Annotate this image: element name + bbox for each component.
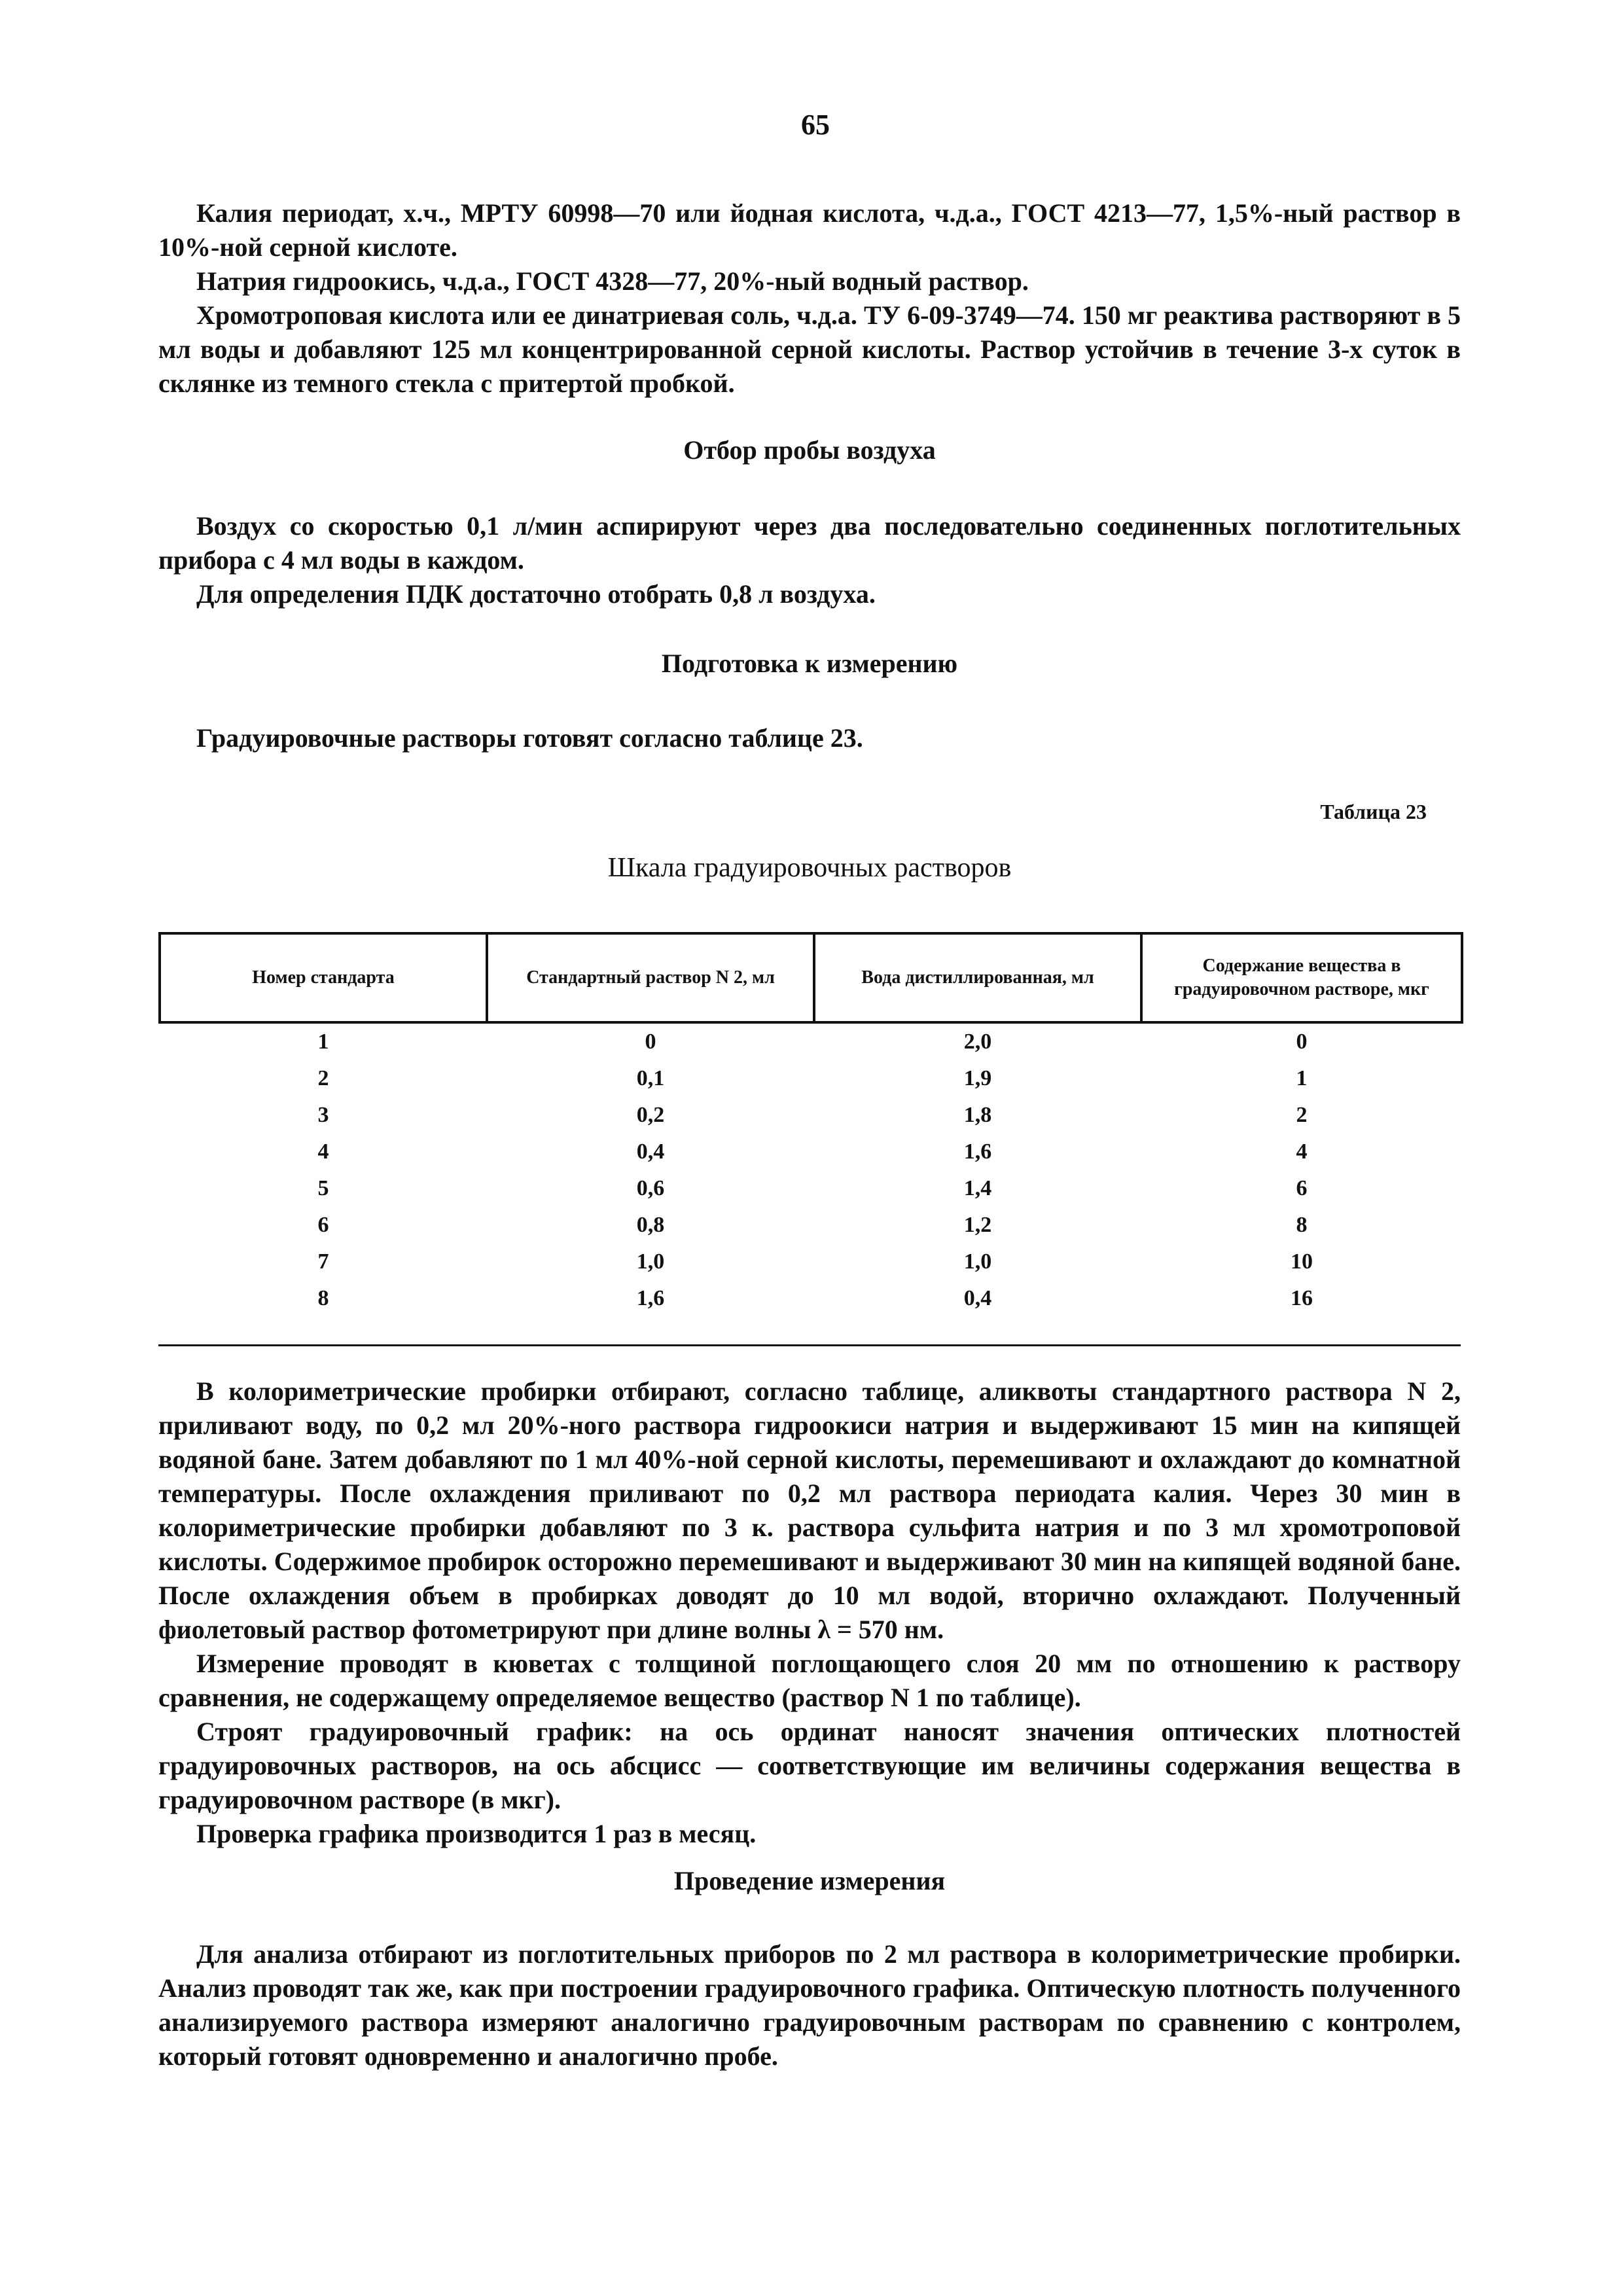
cell-distilled-water: 1,4 xyxy=(963,1176,992,1200)
cell-substance-content: 10 xyxy=(1291,1249,1313,1274)
table-title: Шкала градуировочных растворов xyxy=(607,853,1012,883)
sampling-heading: Отбор пробы воздуха xyxy=(683,435,936,465)
table-row xyxy=(160,1207,1462,1244)
cell-distilled-water: 1,2 xyxy=(963,1213,992,1237)
sampling-section xyxy=(158,509,1461,611)
cell-standard-solution: 0,1 xyxy=(636,1066,665,1090)
cell-standard-number: 8 xyxy=(317,1286,329,1310)
table-row xyxy=(160,1097,1462,1134)
preparation-heading: Подготовка к измерению xyxy=(661,649,958,678)
procedure-paragraph: Проверка графика производится 1 раз в месяц. xyxy=(196,1819,757,1848)
cell-distilled-water: 1,6 xyxy=(963,1139,992,1164)
reagent-paragraph: Натрия гидроокись, ч.д.а., ГОСТ 4328—77, 20%-ный водный раствор. xyxy=(196,266,1029,296)
column-header-distilled-water: Вода дистиллированная, мл xyxy=(814,933,1141,1022)
cell-standard-number: 6 xyxy=(317,1213,329,1237)
cell-standard-number: 1 xyxy=(317,1030,329,1054)
cell-standard-number: 3 xyxy=(317,1103,329,1127)
calibration-table xyxy=(158,932,1463,1317)
cell-standard-solution: 0 xyxy=(645,1030,656,1054)
table-row xyxy=(160,1244,1462,1280)
procedure-paragraph: Строят градуировочный график: на ось ординат наносят значения оптических плотностей градуировочных растворов, на ось абсцисс — соответствующие им величины содержания вещества в градуировочном растворе (в мкг). xyxy=(158,1717,1461,1814)
cell-standard-solution: 0,6 xyxy=(636,1176,665,1200)
preparation-section xyxy=(158,721,1461,755)
reagent-paragraph: Калия периодат, х.ч., МРТУ 60998—70 или йодная кислота, ч.д.а., ГОСТ 4213—77, 1,5%-ный раствор в 10%-ной серной кислоте. xyxy=(158,198,1461,262)
cell-substance-content: 1 xyxy=(1296,1066,1308,1090)
preparation-paragraph: Градуировочные растворы готовят согласно таблице 23. xyxy=(196,723,863,753)
procedure-paragraph: Измерение проводят в кюветах с толщиной поглощающего слоя 20 мм по отношению к раствору сравнения, не содержащему определяемое вещество (раствор N 1 по таблице). xyxy=(158,1649,1461,1712)
cell-standard-number: 5 xyxy=(317,1176,329,1200)
cell-substance-content: 16 xyxy=(1291,1286,1313,1310)
cell-substance-content: 2 xyxy=(1296,1103,1308,1127)
cell-distilled-water: 1,0 xyxy=(963,1249,992,1274)
cell-distilled-water: 2,0 xyxy=(963,1030,992,1054)
table-row xyxy=(160,1170,1462,1207)
cell-distilled-water: 1,9 xyxy=(963,1066,992,1090)
cell-substance-content: 4 xyxy=(1296,1139,1308,1164)
cell-standard-number: 7 xyxy=(317,1249,329,1274)
cell-standard-solution: 1,6 xyxy=(636,1286,665,1310)
cell-standard-number: 4 xyxy=(317,1139,329,1164)
cell-distilled-water: 0,4 xyxy=(963,1286,992,1310)
page-number: 65 xyxy=(801,109,830,141)
table-row xyxy=(160,1134,1462,1170)
column-header-substance-content: Содержание вещества в градуировочном растворе, мкг xyxy=(1141,933,1462,1022)
procedure-paragraph: В колориметрические пробирки отбирают, согласно таблице, аликвоты стандартного раствора N 2, приливают воду, по 0,2 мл 20%-ного раствора гидроокиси натрия и выдерживают 15 мин на кипящей водяной бане. Затем добавляют по 1 мл 40%-ной серной кислоты, перемешивают и охлаждают до комнатной температуры. После охлаждения приливают по 0,2 мл раствора периодата калия. Через 30 мин в колориметрические пробирки добавляют по 3 к. раствора сульфита натрия и по 3 мл хромотроповой кислоты. Содержимое пробирок осторожно перемешивают и выдерживают 30 мин на кипящей водяной бане. После охлаждения объем в пробирках доводят до 10 мл водой, вторично охлаждают. Полученный фиолетовый раствор фотометрируют при длине волны λ = 570 нм. xyxy=(158,1376,1461,1644)
table-header-row xyxy=(160,933,1462,1022)
cell-standard-solution: 0,2 xyxy=(636,1103,665,1127)
procedure-section xyxy=(158,1374,1461,1851)
sampling-paragraph: Воздух со скоростью 0,1 л/мин аспирируют через два последовательно соединенных поглотительных прибора с 4 мл воды в каждом. xyxy=(158,511,1461,575)
table-row xyxy=(160,1060,1462,1097)
cell-substance-content: 0 xyxy=(1296,1030,1308,1054)
sampling-paragraph: Для определения ПДК достаточно отобрать 0,8 л воздуха. xyxy=(196,579,876,609)
measurement-section xyxy=(158,1937,1461,2073)
cell-standard-solution: 1,0 xyxy=(636,1249,665,1274)
calibration-table-wrapper xyxy=(158,932,1461,1317)
column-header-standard-number: Номер стандарта xyxy=(160,933,487,1022)
table-bottom-rule xyxy=(158,1344,1461,1346)
reagent-paragraph: Хромотроповая кислота или ее динатриевая соль, ч.д.а. ТУ 6-09-3749—74. 150 мг реактива растворяют в 5 мл воды и добавляют 125 мл концентрированной серной кислоты. Раствор устойчив в течение 3-х суток в склянке из темного стекла с притертой пробкой. xyxy=(158,300,1461,398)
table-row xyxy=(160,1280,1462,1317)
cell-standard-solution: 0,4 xyxy=(636,1139,665,1164)
cell-standard-number: 2 xyxy=(317,1066,329,1090)
cell-substance-content: 6 xyxy=(1296,1176,1308,1200)
reagents-section xyxy=(158,196,1461,401)
table-row xyxy=(160,1022,1462,1060)
column-header-standard-solution: Стандартный раствор N 2, мл xyxy=(487,933,814,1022)
measurement-heading: Проведение измерения xyxy=(673,1866,946,1895)
measurement-paragraph: Для анализа отбирают из поглотительных приборов по 2 мл раствора в колориметрические пробирки. Анализ проводят так же, как при построении градуировочного графика. Оптическую плотность полученного анализируемого раствора измеряют аналогично градуировочным растворам по сравнению с контролем, который готовят одновременно и аналогично пробе. xyxy=(158,1939,1461,2071)
cell-standard-solution: 0,8 xyxy=(636,1213,665,1237)
table-label: Таблица 23 xyxy=(1320,800,1427,823)
cell-distilled-water: 1,8 xyxy=(963,1103,992,1127)
cell-substance-content: 8 xyxy=(1296,1213,1308,1237)
